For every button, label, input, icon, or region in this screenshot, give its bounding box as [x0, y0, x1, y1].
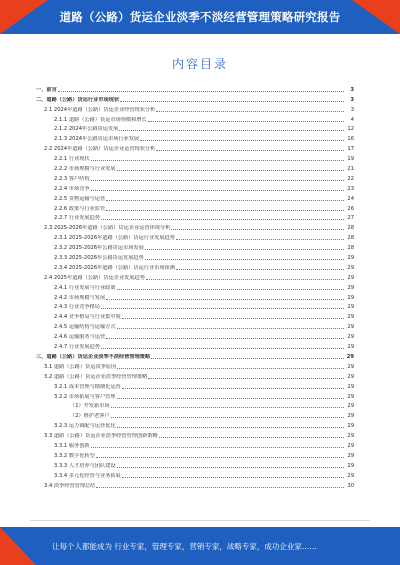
toc-entry[interactable] — [36, 409, 354, 419]
toc-entry-page: 29 — [347, 423, 354, 430]
toc-entry[interactable] — [36, 281, 354, 291]
toc-entry[interactable] — [36, 103, 354, 113]
toc-entry-title: 3.3.4 多元化经营与业务拓展 — [54, 472, 121, 479]
toc-leader-dots — [106, 337, 344, 339]
toc-entry-title: 3.4 淡季经营管理总结 — [44, 482, 96, 489]
toc-entry[interactable] — [36, 162, 354, 172]
toc-entry-page: 3 — [350, 86, 354, 93]
toc-entry-page: 29 — [347, 452, 354, 459]
toc-leader-dots — [111, 406, 344, 408]
toc-entry-title: 2.4.4 竞争格局与行业集中度 — [54, 314, 121, 321]
toc-leader-dots — [117, 288, 344, 290]
toc-entry-title: 2.2 2024年道路（公路）货运企业运营现状分析 — [44, 146, 156, 153]
toc-entry-page: 29 — [347, 304, 354, 311]
toc-entry-title: 2.2.5 货物运输与运营 — [54, 195, 106, 202]
toc-entry-title: 3.3.1 服务创新 — [54, 442, 90, 449]
toc-entry[interactable] — [36, 469, 354, 479]
toc-leader-dots — [171, 228, 344, 230]
toc-entry[interactable] — [36, 390, 354, 400]
toc-entry[interactable] — [36, 221, 354, 231]
toc-entry-title: 二、道路（公路）货运行业市场现状 — [36, 96, 120, 103]
toc-leader-dots — [58, 90, 344, 92]
toc-entry-title: 2.2.6 政策与行业监管 — [54, 205, 106, 212]
footer-slogan: 让每个人都能成为 行业专家，管理专家，营销专家，战略专家，成功企业家…… — [52, 542, 317, 551]
toc-entry-page: 29 — [346, 353, 354, 360]
toc-entry-page: 29 — [347, 462, 354, 469]
toc-entry-title: 2.1 2024年道路（公路）货运企业经营现状分析 — [44, 106, 156, 113]
toc-entry-title: 2.4.6 运输服务与运营 — [54, 334, 106, 341]
toc-entry-title: 3.2 道路（公路）货运企业淡季经营管理策略 — [44, 373, 148, 380]
toc-leader-dots — [159, 436, 344, 438]
toc-leader-dots — [119, 129, 344, 131]
toc-entry[interactable] — [36, 202, 354, 212]
toc-entry-page: 29 — [347, 264, 354, 271]
toc-entry-page: 29 — [347, 324, 354, 331]
toc-leader-dots — [146, 278, 344, 280]
toc-entry[interactable] — [36, 320, 354, 330]
toc-entry-title: 2.2.4 市场竞争 — [54, 185, 90, 192]
toc-entry-title: 3.1 道路（公路）货运淡季原因 — [44, 363, 117, 370]
toc-leader-dots — [91, 179, 344, 181]
toc-entry-page: 28 — [347, 235, 354, 242]
toc-entry-title: 2.4.3 行业竞争格局 — [54, 304, 100, 311]
toc-entry[interactable] — [36, 132, 354, 142]
toc-entry-page: 22 — [347, 175, 354, 182]
table-of-contents — [36, 83, 354, 489]
toc-entry-page: 3 — [350, 96, 354, 103]
toc-entry-page: 29 — [347, 284, 354, 291]
toc-leader-dots — [120, 100, 344, 102]
toc-entry[interactable] — [36, 310, 354, 320]
toc-entry-page: 23 — [347, 185, 354, 192]
toc-entry[interactable] — [36, 123, 354, 133]
report-footer — [0, 527, 400, 565]
toc-entry-page: 29 — [347, 472, 354, 479]
toc-leader-dots — [176, 238, 344, 240]
toc-entry-title: 2.3.2 2025-2026年公路货运市场发展 — [54, 245, 144, 252]
toc-entry[interactable] — [36, 439, 354, 449]
toc-entry-page: 29 — [347, 344, 354, 351]
footer-divider — [30, 520, 370, 521]
toc-entry-title: 3.2.2 市场拓展与客户管理 — [54, 393, 116, 400]
toc-entry-page: 29 — [347, 255, 354, 262]
toc-entry[interactable] — [36, 301, 354, 311]
toc-entry[interactable] — [36, 429, 354, 439]
toc-heading: 内容目录 — [171, 57, 228, 71]
toc-entry-page: 19 — [347, 156, 354, 163]
toc-entry-title: 2.2.7 行业发展趋势 — [54, 215, 100, 222]
toc-entry-page: 24 — [347, 195, 354, 202]
toc-entry-page: 29 — [347, 373, 354, 380]
toc-entry-page: 27 — [347, 215, 354, 222]
toc-leader-dots — [117, 367, 344, 369]
toc-entry-page: 29 — [347, 393, 354, 400]
toc-leader-dots — [117, 397, 344, 399]
toc-entry-title: 2.3.3 2025-2026年公路货运发展趋势 — [54, 255, 144, 262]
toc-entry-page: 28 — [347, 225, 354, 232]
toc-entry-title: 3.2.3 运力调配与运营优化 — [54, 423, 116, 430]
toc-leader-dots — [151, 357, 344, 359]
toc-entry-page: 29 — [347, 383, 354, 390]
footer-accent — [0, 527, 36, 565]
report-header — [0, 0, 400, 34]
toc-leader-dots — [148, 120, 344, 122]
toc-entry[interactable] — [36, 340, 354, 350]
toc-entry[interactable] — [36, 400, 354, 410]
toc-leader-dots — [91, 446, 344, 448]
toc-leader-dots — [145, 258, 344, 260]
toc-entry-page: 29 — [347, 363, 354, 370]
toc-leader-dots — [96, 486, 344, 488]
toc-entry[interactable] — [36, 93, 354, 103]
toc-entry-title: 2.4 2025年道路（公路）货运企业发展趋势 — [44, 274, 145, 281]
toc-entry-title: 3.2.1 成本管理与精细化运营 — [54, 383, 121, 390]
toc-entry-page: 30 — [347, 482, 354, 489]
toc-entry-title: 2.1.1 道路（公路）货运市场规模和增长 — [54, 116, 147, 123]
toc-entry-page: 29 — [347, 403, 354, 410]
toc-entry[interactable] — [36, 192, 354, 202]
toc-entry-title: 2.4.1 行业发展与行业政策 — [54, 284, 116, 291]
toc-entry-title: 三、道路（公路）货运企业淡季不淡经营管理策略 — [36, 353, 151, 360]
toc-leader-dots — [117, 426, 344, 428]
toc-leader-dots — [117, 169, 344, 171]
toc-leader-dots — [111, 416, 344, 418]
toc-entry[interactable] — [36, 330, 354, 340]
toc-entry-page: 29 — [347, 442, 354, 449]
toc-leader-dots — [148, 377, 344, 379]
toc-entry[interactable] — [36, 479, 354, 489]
toc-entry[interactable] — [36, 113, 354, 123]
toc-entry-page: 29 — [347, 334, 354, 341]
toc-leader-dots — [145, 248, 344, 250]
toc-entry-title: 3.3.2 数字化转型 — [54, 452, 95, 459]
toc-entry-title: 2.4.2 市场规模与发展 — [54, 294, 106, 301]
toc-entry[interactable] — [36, 419, 354, 429]
toc-leader-dots — [117, 466, 344, 468]
toc-leader-dots — [91, 159, 344, 161]
toc-entry-title: 一、前言 — [36, 86, 57, 93]
toc-leader-dots — [156, 149, 344, 151]
toc-entry[interactable] — [36, 449, 354, 459]
toc-leader-dots — [156, 110, 344, 112]
toc-entry-title: 2.1.2 2024年公路货运发展 — [54, 126, 119, 133]
toc-entry-page: 3 — [350, 106, 354, 113]
toc-entry-title: 2.3.1 2025-2026年道路（公路）货运行业发展趋势 — [54, 235, 175, 242]
toc-entry-page: 16 — [347, 136, 354, 143]
toc-leader-dots — [122, 476, 344, 478]
toc-entry-page: 12 — [347, 126, 354, 133]
toc-entry[interactable] — [36, 172, 354, 182]
toc-entry-page: 21 — [347, 166, 354, 173]
toc-entry-title: （2）维护老客户 — [70, 413, 110, 420]
toc-entry-title: 2.4.7 行业发展趋势 — [54, 344, 100, 351]
toc-entry-page: 17 — [347, 146, 354, 153]
toc-entry-page: 29 — [347, 314, 354, 321]
toc-entry-page: 29 — [347, 274, 354, 281]
toc-entry-title: 3.3.3 人才培养与团队建设 — [54, 462, 116, 469]
toc-entry[interactable] — [36, 152, 354, 162]
toc-entry[interactable] — [36, 370, 354, 380]
toc-entry[interactable] — [36, 251, 354, 261]
toc-leader-dots — [117, 327, 344, 329]
toc-entry[interactable] — [36, 182, 354, 192]
toc-entry-page: 28 — [347, 245, 354, 252]
toc-leader-dots — [91, 189, 344, 191]
toc-entry-page: 26 — [347, 205, 354, 212]
toc-leader-dots — [101, 307, 344, 309]
toc-entry[interactable] — [36, 360, 354, 370]
toc-entry[interactable] — [36, 459, 354, 469]
toc-entry-page: 4 — [350, 116, 354, 123]
toc-entry-page: 29 — [347, 433, 354, 440]
toc-entry-title: 2.4.5 运输结构与运输方式 — [54, 324, 116, 331]
toc-entry-page: 29 — [347, 413, 354, 420]
toc-entry-title: （1）开发新市场 — [70, 403, 110, 410]
toc-entry-title: 2.2.2 市场规模与行业发展 — [54, 166, 116, 173]
toc-entry[interactable] — [36, 261, 354, 271]
toc-entry-title: 2.3 2025-2026年道路（公路）货运企业运营环境分析 — [44, 225, 171, 232]
toc-entry[interactable] — [36, 83, 354, 93]
toc-entry[interactable] — [36, 380, 354, 390]
toc-leader-dots — [106, 199, 344, 201]
toc-leader-dots — [140, 139, 344, 141]
toc-entry-title: 2.2.1 行业现状 — [54, 156, 90, 163]
toc-leader-dots — [96, 456, 344, 458]
toc-entry[interactable] — [36, 271, 354, 281]
toc-entry[interactable] — [36, 142, 354, 152]
toc-leader-dots — [122, 317, 344, 319]
toc-entry-title: 2.3.4 2025-2026年道路（公路）货运行业市场预测 — [54, 264, 175, 271]
toc-entry-title: 3.3 道路（公路）货运企业淡季经营管理创新策略 — [44, 433, 158, 440]
toc-entry-title: 2.1.3 2024年公路货运市场行业发展 — [54, 136, 140, 143]
toc-leader-dots — [101, 347, 344, 349]
toc-entry[interactable] — [36, 212, 354, 222]
toc-entry-title: 2.2.3 客户结构 — [54, 175, 90, 182]
toc-leader-dots — [122, 387, 344, 389]
toc-entry[interactable] — [36, 291, 354, 301]
toc-entry-page: 29 — [347, 294, 354, 301]
toc-entry[interactable] — [36, 350, 354, 360]
toc-entry[interactable] — [36, 241, 354, 251]
toc-leader-dots — [106, 209, 344, 211]
toc-leader-dots — [106, 298, 344, 300]
toc-leader-dots — [176, 268, 344, 270]
toc-leader-dots — [101, 218, 344, 220]
report-title: 道路（公路）货运企业淡季不淡经营管理策略研究报告 — [59, 10, 341, 24]
toc-entry[interactable] — [36, 231, 354, 241]
